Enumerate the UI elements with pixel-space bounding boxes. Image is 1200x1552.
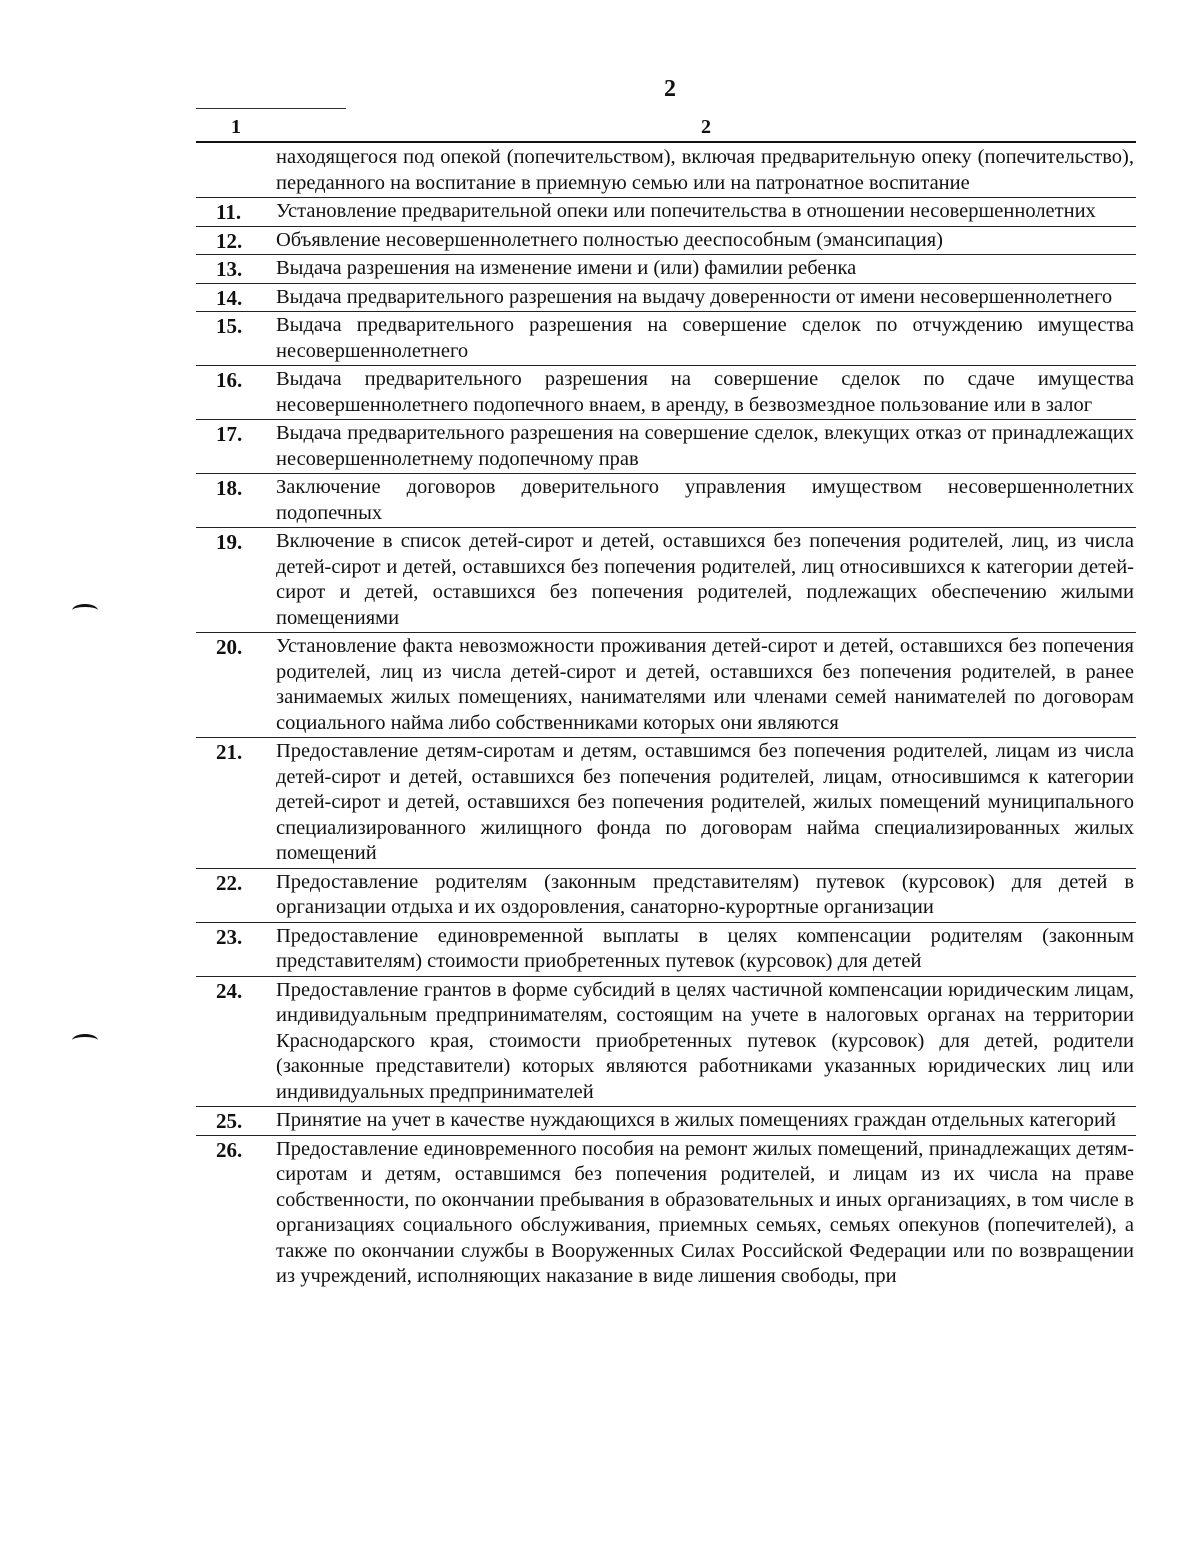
row-number: 23. xyxy=(216,924,243,949)
table-row xyxy=(196,420,1136,474)
row-text: Предоставление грантов в форме субсидий в целях частичной компенсации юридическим лицам, индивидуальным предпринимателям, состоящим на учете в налоговых органах на территории Краснодарского края, стоимости приобретенных путевок (курсовок) для детей, родители (законные представители) которых являются работниками указанных юридических лиц или индивидуальных предпринимателей xyxy=(276,978,1134,1103)
row-number: 24. xyxy=(216,978,243,1003)
table-row xyxy=(196,474,1136,528)
table-row xyxy=(196,255,1136,284)
row-number: 26. xyxy=(216,1137,243,1162)
table-row xyxy=(196,312,1136,366)
table-row xyxy=(196,869,1136,923)
table-row xyxy=(196,366,1136,420)
row-text: Выдача предварительного разрешения на совершение сделок по отчуждению имущества несовершеннолетнего xyxy=(276,314,1134,362)
table-row xyxy=(196,1136,1136,1291)
row-number xyxy=(196,144,276,197)
row-text: Принятие на учет в качестве нуждающихся в жилых помещениях граждан отдельных категорий xyxy=(276,1109,1116,1131)
row-number: 11. xyxy=(216,200,242,224)
table-row xyxy=(196,227,1136,256)
table-row xyxy=(196,198,1136,227)
table-row xyxy=(196,977,1136,1108)
scan-mark xyxy=(72,1034,98,1047)
row-text: Включение в список детей-сирот и детей, оставшихся без попечения родителей, лиц, из числа детей-сирот и детей, оставшихся без попечения родителей, лиц относившихся к категории детей-сирот и детей, оставшихся без попечения родителей, подлежащих обеспечению жилыми помещениями xyxy=(276,530,1134,629)
row-number: 21. xyxy=(216,740,243,764)
row-text: Выдача разрешения на изменение имени и (или) фамилии ребенка xyxy=(276,257,857,279)
row-text: Объявление несовершеннолетнего полностью дееспособным (эмансипация) xyxy=(276,228,943,251)
row-text: Заключение договоров доверительного управления имуществом несовершеннолетних подопечных xyxy=(276,476,1134,524)
row-number: 13. xyxy=(216,257,243,281)
services-table xyxy=(196,144,1136,1291)
row-number: 18. xyxy=(216,476,243,500)
row-text: Предоставление детям-сиротам и детям, оставшимся без попечения родителей, лицам из числа детей-сирот и детей, оставшихся без попечения родителей, лицам, относившимся к категории детей-сирот и детей, оставшихся без попечения родителей, жилых помещений муниципального специализированного жилищного фонда по договорам найма специализированных жилых помещений xyxy=(276,740,1134,864)
row-text: Выдача предварительного разрешения на выдачу доверенности от имени несовершеннолетнего xyxy=(276,285,1113,308)
column-header-2: 2 xyxy=(701,116,711,138)
row-text: находящегося под опекой (попечительством), включая предварительную опеку (попечительство), переданного на воспитание в приемную семью или на патронатное воспитание xyxy=(276,146,1134,194)
row-number: 22. xyxy=(216,870,243,895)
table-row xyxy=(196,284,1136,313)
row-number: 25. xyxy=(216,1109,243,1133)
top-rule xyxy=(196,108,346,109)
table-row xyxy=(196,738,1136,869)
table-row xyxy=(196,1107,1136,1136)
row-text: Предоставление родителям (законным представителям) путевок (курсовок) для детей в организации отдыха и их оздоровления, санаторно-курортные организации xyxy=(276,870,1134,918)
row-number: 17. xyxy=(216,422,243,446)
row-number: 14. xyxy=(216,285,243,310)
row-text: Выдача предварительного разрешения на совершение сделок по сдаче имущества несовершеннолетнего подопечного внаем, в аренду, в безвозмездное пользование или в залог xyxy=(276,368,1134,416)
row-text: Предоставление единовременной выплаты в целях компенсации родителям (законным представителям) стоимости приобретенных путевок (курсовок) для детей xyxy=(276,924,1134,972)
row-number: 12. xyxy=(216,228,243,253)
row-text: Установление предварительной опеки или попечительства в отношении несовершеннолетних xyxy=(276,200,1096,222)
table-row xyxy=(196,144,1136,198)
row-number: 19. xyxy=(216,530,243,554)
header-rule xyxy=(196,141,1136,143)
row-number: 20. xyxy=(216,635,243,659)
table-row xyxy=(196,633,1136,738)
row-number: 16. xyxy=(216,368,243,392)
row-number: 15. xyxy=(216,314,243,338)
page-number: 2 xyxy=(664,76,676,102)
row-text: Предоставление единовременного пособия на ремонт жилых помещений, принадлежащих детям-сиротам и детям, оставшимся без попечения родителей, и лицам из их числа на праве собственности, по окончании пребывания в образовательных и иных организациях, в том числе в организациях социального обслуживания, приемных семьях, семьях опекунов (попечителей), а также по окончании службы в Вооруженных Силах Российской Федерации или по возвращении из учреждений, исполняющих наказание в виде лишения свободы, при xyxy=(276,1137,1134,1287)
column-header-1: 1 xyxy=(231,116,241,138)
table-row xyxy=(196,528,1136,633)
row-text: Выдача предварительного разрешения на совершение сделок, влекущих отказ от принадлежащих несовершеннолетнему подопечному прав xyxy=(276,422,1134,470)
scan-mark xyxy=(72,604,98,617)
table-row xyxy=(196,923,1136,977)
row-text: Установление факта невозможности проживания детей-сирот и детей, оставшихся без попечения родителей, лиц из числа детей-сирот и детей, оставшихся без попечения родителей, в ранее занимаемых жилых помещениях, нанимателями или членами семей нанимателей по договорам социального найма либо собственниками которых они являются xyxy=(276,635,1134,734)
